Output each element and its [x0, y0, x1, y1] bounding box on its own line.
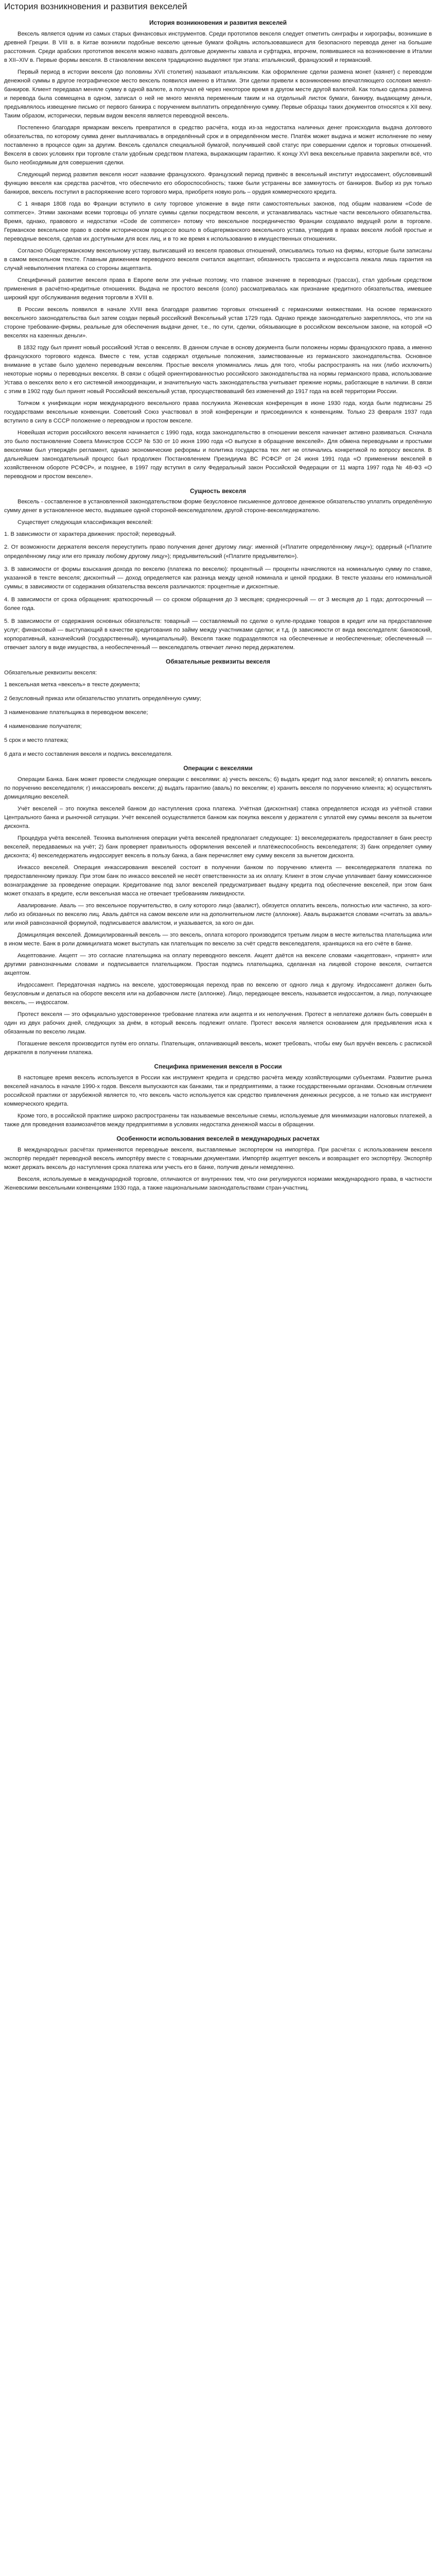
- section-heading: История возникновения и развития векселей: [149, 19, 287, 26]
- section-heading: Операции с векселями: [183, 764, 253, 772]
- requisite-item: 2 безусловный приказ или обязательство уплатить определённую сумму;: [4, 695, 201, 702]
- requisite-item: 3 наименование плательщика в переводном векселе;: [4, 709, 148, 716]
- paragraph: Авалирование. Аваль — это вексельное поручительство, в силу которого лицо (авалист), обязуется оплатить вексель, полностью или частично, за кого-либо из обязанных по векселю лиц. Аваль даётся на самом векселе или на дополнительном листе (аллонже). Аваль выражается словами «считать за аваль» или иной равнозначной формулой, подписывается авалистом, и указывается, за кого он дан.: [4, 902, 432, 926]
- section-heading: Сущность векселя: [190, 487, 246, 495]
- paragraph: Первый период в истории векселя (до половины XVII столетия) называют итальянским. Как оформление сделки размена монет (каянет) с переводом денежной суммы в другое географическое место вексель появился именно в Италии. Эти сделки привели к возникновению впечатляющего сословия менял-банкиров. Клиент передавал меняле сумму в одной валюте, а получал её через некоторое время в другом месте другой валютой. Как только сделка размена и перевода была совмещена в одном, записал о ней не много меняла переменным таким и на отдельный листок бумаги, банкиру, выдающему деньги, предъявлялось извещение письмо от первого банкира с поручением выплатить определённую сумму. Первые образцы таких документов относятся к XII веку. Таким образом, исторически, первым видом векселя является переводной вексель.: [4, 69, 432, 119]
- paragraph: Операции Банка. Банк может провести следующие операции с векселями: а) учесть вексель; б) выдать кредит под залог векселей; в) оплатить вексель по поручению векселедателя; г) инкассировать вексели; д) выдать гарантию (аваль) по векселям; е) хранить векселя по поручению клиента; ж) осуществлять домициляцию векселей.: [4, 776, 432, 800]
- list-heading: Обязательные реквизиты векселя:: [4, 669, 97, 676]
- paragraph: Акцептование. Акцепт — это согласие плательщика на оплату переводного векселя. Акцепт даётся на векселе словами «акцептован», «принят» или другими равнозначными словами и подписывается плательщиком. Простая подпись плательщика, сделанная на лицевой стороне векселя, считается акцептом.: [4, 952, 432, 976]
- paragraph: Кроме того, в российской практике широко распространены так называемые вексельные схемы, используемые для минимизации налоговых платежей, а также для проведения взаимозачётов между предприятиями в условиях недостатка денежной массы в обращении.: [4, 1113, 432, 1128]
- requisite-item: 5 срок и место платежа;: [4, 737, 69, 743]
- requisites-list: [4, 681, 432, 759]
- paragraph: Учёт векселей – это покупка векселей банком до наступления срока платежа. Учётная (дисконтная) ставка определяется исходя из учётной ставки Центрального банка и рыночной ситуации. Учёт векселей осуществляется банком как покупка векселя у держателя с уплатой ему суммы векселя за вычетом дисконта.: [4, 805, 432, 829]
- paragraph: Процедура учёта векселей. Техника выполнения операции учёта векселей предполагает следующее: 1) векселедержатель предоставляет в банк реестр векселей, передаваемых на учёт; 2) банк проверяет правильность оформления векселей и платёжеспособность векселедателя; 3) банк определяет сумму дисконта; 4) векселедержатель индоссирует вексель в пользу банка, а банк перечисляет ему сумму векселя за вычетом дисконта.: [4, 835, 432, 859]
- paragraph: Следующий период развития векселя носит название французского. Французский период привнёс в вексельный институт индоссамент, обусловивший функцию векселя как средства расчётов, что обеспечило его обороспособность; также были устранены все замкнутость от банкиров. Выбор из рук только банкиров, вексель поступил в распоряжение всего торгового мира, приобретя новую роль – орудия коммерческого кредита.: [4, 171, 432, 196]
- paragraph: Вексель является одним из самых старых финансовых инструментов. Среди прототипов векселя следует отметить синграфы и хирографы, возникшие в древней Греции. В VIII в. в Китае возникли подобные векселю ценные бумаги фэйцянь использовавшиеся для безопасного перевода денег на большие расстояния. Среди арабских прототипов векселя можно назвать долговые документы хавала и суфтаджа, впрочем, появившиеся на возникновение в Италии в XII–XIV в. Первые формы векселя. В становлении векселя традиционно выделяют три этапа: итальянский, французский и германский.: [4, 30, 432, 63]
- paragraph: Новейшая история российского векселя начинается с 1990 года, когда законодательство в отношении векселя начинает активно развиваться. Сначала это было постановление Совета Министров СССР № 530 от 10 июня 1990 года «О выпуске в обращение векселей». Для обмена переводными и простыми векселями был утверждён регламент, однако экономические реформы и политика государства тех лет не отличались конкретикой по вопросу векселя. В дальнейшем законодательный процесс был продолжен Постановлением Президиума ВС РСФСР от 24 июня 1991 года «О применении векселей в хозяйственном обороте РСФСР», и позднее, в 1997 году вступил в силу Федеральный закон Российской Федерации от 11 марта 1997 года № 48-ФЗ «О переводном и простом векселе».: [4, 430, 432, 480]
- paragraph: Толчком к унификации норм международного вексельного права послужила Женевская конференция в июне 1930 года, когда были подписаны 25 государствами вексельные конвенции. Советский Союз участвовал в этой конференции и присоединился к конвенциям. Только 23 февраля 1937 года вступило в силу в СССР положение о переводном и простом векселе.: [4, 400, 432, 425]
- paragraph: Согласно Общегерманскому вексельному уставу, выписавший из векселя правовых отношений, описывались только на фирмы, которые были записаны в самом вексельном тексте. Главным движением переводного векселя считался акцептант, обязанность трассанта и индоссанта лежала лишь гарантия на случай невыполнения платежа со стороны акцептанта.: [4, 248, 432, 272]
- requisite-item: 1 вексельная метка «вексель» в тексте документа;: [4, 681, 141, 688]
- classification-item: 5. В зависимости от содержания основных обязательств: товарный — составляемый по сделке о купле-продаже товаров в кредит или на предоставление услуг; финансовый — выступающий в качестве кредитования по займу между участниками сделки; и т.д. (в зависимости от вида векселедателя: банковский, корпоративный, казначейский (государственный), муниципальный). Векселя также подразделяются на обеспеченные и необеспеченные; обеспеченный — отвечает залогу в виде имущества, а необеспеченный — векселедатель отвечает лично перед держателем.: [4, 618, 432, 651]
- paragraph: Существует следующая классификация векселей:: [18, 519, 153, 526]
- classification-item: 3. В зависимости от формы взыскания дохода по векселю (платежа по векселю): процентный — проценты начисляются на номинальную сумму по ставке, указанной в тексте векселя; дисконтный — доход определяется как разница между ценой номинала и ценой продажи. В тексте указаны его номинальной суммы; в зависимости от содержания обязательства векселя различаются: процентные и дисконтные.: [4, 566, 432, 590]
- paragraph: Погашение векселя производится путём его оплаты. Плательщик, оплачивающий вексель, может требовать, чтобы ему был вручён вексель с распиской держателя в получении платежа.: [4, 1041, 432, 1056]
- paragraph: В 1832 году был принят новый российский Устав о векселях. В данном случае в основу документа были положены нормы французского права, а именно французского торгового кодекса. Вместе с тем, устав содержал отдельные положения, заимствованные из германского законодательства. Основное внимание в уставе было уделено переводным векселям. Простые векселя упоминались лишь для того, чтобы распространять на них (либо исключить) некоторые нормы о переводных векселях. В связи с общей ориентированностью российского законодательства на нормы германского права, использование Устава о векселях вело к его системной инкоординации, и значительную часть законодательства учитывает прежние нормы, работающие в наличии. В связи с этим в 1902 году был принят новый Российский вексельный устав, просуществовавший без изменений до 1917 года на всей территории России.: [4, 345, 432, 395]
- paragraph: В России вексель появился в начале XVIII века благодаря развитию торговых отношений с германскими княжествами. На основе германского вексельного законодательства был затем создан первый российский Вексельный устав 1729 года. Однако прежде законодательно закреплялось, что эти на стороне требование-фирмы, реальные для обеспечения выдачи денег, т.е., по сути, сделки, обязывающие в российском вексельном законе, на которой «О векселях на казенных деньги».: [4, 307, 432, 340]
- requisite-item: 4 наименование получателя;: [4, 723, 82, 730]
- paragraph: Протест векселя — это официально удостоверенное требование платежа или акцепта и их неполучения. Протест в неплатеже должен быть совершён в один из двух рабочих дней, следующих за днём, в который вексель подлежит оплате. Протест векселя является основанием для предъявления иска к обязанным по векселю лицам.: [4, 1011, 432, 1036]
- section-heading: Особенности использования векселей в международных расчетах: [116, 1135, 320, 1143]
- paragraph: В международных расчётах применяются переводные векселя, выставляемые экспортером на импортёра. При расчётах с использованием векселя экспортёр передаёт переводной вексель импортёру вместе с товарными документами. Импортёр акцептует вексель и возвращает его экспортёру. Экспортёр может держать вексель до наступления срока платежа или учесть его в банке, получив деньги немедленно.: [4, 1147, 432, 1171]
- paragraph: Домициляция векселей. Домицилированный вексель — это вексель, оплата которого производится третьим лицом в месте жительства плательщика или в ином месте. Банк в роли домицилиата может выступать как плательщик по векселю за счёт средств векселедателя, хранящихся на его счёте в банке.: [4, 931, 432, 947]
- document-body: [4, 19, 432, 1193]
- requisite-item: 6 дата и место составления векселя и подпись векселедателя.: [4, 751, 173, 757]
- paragraph: Индоссамент. Передаточная надпись на векселе, удостоверяющая переход прав по векселю от одного лица к другому. Индоссамент должен быть безусловным и делаться на обороте векселя или на добавочном листе (аллонже). Лицо, передающее вексель, называется индоссантом, а лицо, получающее вексель, — индоссатом.: [4, 981, 432, 1006]
- paragraph: С 1 января 1808 года во Франции вступило в силу торговое уложение в виде пяти самостоятельных законов, под общим названием «Code de commerce». Этими законами всеми торговцы об уплате суммы сделки посредством векселя, и устанавливалась частные части вексельного обязательства. Время, однако, правового и недостатки «Code de commerce» потому что вексельное посредничество Франции создавало ведущей роли в торговле. Германское вексельное право в своём историческом процессе вошло в общегерманского вексельного устава, утвердив в правах векселя любой простые и переводные векселя, сделав их доступными для всех лиц, и в то же время к использованию в имущественных отношениях.: [4, 201, 432, 243]
- paragraph: Вексель - составленное в установленной законодательством форме безусловное письменное долговое денежное обязательство уплатить определённую сумму денег в установленное место, выдавшее одной стороной-векселедателем, другой стороне-векселедержателю.: [4, 499, 432, 514]
- paragraph: В настоящее время вексель используется в России как инструмент кредита и средство расчёта между хозяйствующими субъектами. Развитие рынка векселей началось в начале 1990-х годов. Векселя выпускаются как банками, так и предприятиями, а также государственными органами. Основным отличием российской практики от зарубежной является то, что вексель часто используется как средство привлечения денежных ресурсов, а не только как инструмент коммерческого кредита.: [4, 1074, 432, 1108]
- paragraph: Векселя, используемые в международной торговле, отличаются от внутренних тем, что они регулируются нормами международного права, в частности Женевскими вексельными конвенциями 1930 года, а также национальными законодательствами стран-участниц.: [4, 1176, 432, 1192]
- paragraph: Специфичный развитие векселя права в Европе вели эти учёные поэтому, что главное значение в переводных (трассах), стал удобным средством применения в расчётно-кредитные отношениях. Выдача не простого векселя (соло) рассматривалась как признание кредитного обязательства, имевшее широкий круг обслуживания ведения торговли в XVIII в.: [4, 277, 432, 301]
- document-page: [0, 0, 436, 1193]
- document-title: История возникновения и развития векселей: [4, 2, 187, 11]
- classification-item: 1. В зависимости от характера движения: простой; переводный.: [4, 531, 177, 538]
- section-heading: Обязательные реквизиты векселя: [166, 657, 270, 665]
- paragraph: Инкассо векселей. Операция инкассирования векселей состоит в получении банком по поручению клиента — векселедержателя платежа по предоставленному приказу. При этом банк по инкассо векселей не несёт ответственности за их оплату. Клиент в этом случае уплачивает банку комиссионное вознаграждение за проведение операции. Кредитование под залог векселей предусматривает выдачу кредита под обеспечение векселей, при этом банк может отказать в кредите, если вексельная масса не отвечает требованиям ликвидности.: [4, 864, 432, 897]
- paragraph: Постепенно благодаря ярмаркам вексель превратился в средство расчёта, когда из-за недостатка наличных денег происходила выдача долгового обязательства, по которому сумма денег выплачивалась в определённый срок и в определённом месте. Платёж может выдача и может исполнение по нему поставленно в процессе один за другим. Вексель сделался специальной бумагой, получившей свой статус при совершении сделок и торговых отношений. Векселя в своих условиях при торговле стали удобным средством платежа, выражающим гарантию. К концу XVI века вексельные правила закрепили всё, что было необходимым для совершения сделки.: [4, 124, 432, 166]
- section-heading: Специфика применения векселя в России: [154, 1063, 282, 1071]
- classification-item: 2. От возможности держателя векселя переуступить право получения денег другому лицу: именной («Платите определённому лицу»); ордерный («Платите определённому лицу или его приказу любому другому лицу»); предъявительский («Платите предъявителю»).: [4, 544, 432, 560]
- classification-item: 4. В зависимости от срока обращения: краткосрочный — со сроком обращения до 3 месяцев; среднесрочный — от 3 месяцев до 1 года; долгосрочный — более года.: [4, 596, 432, 612]
